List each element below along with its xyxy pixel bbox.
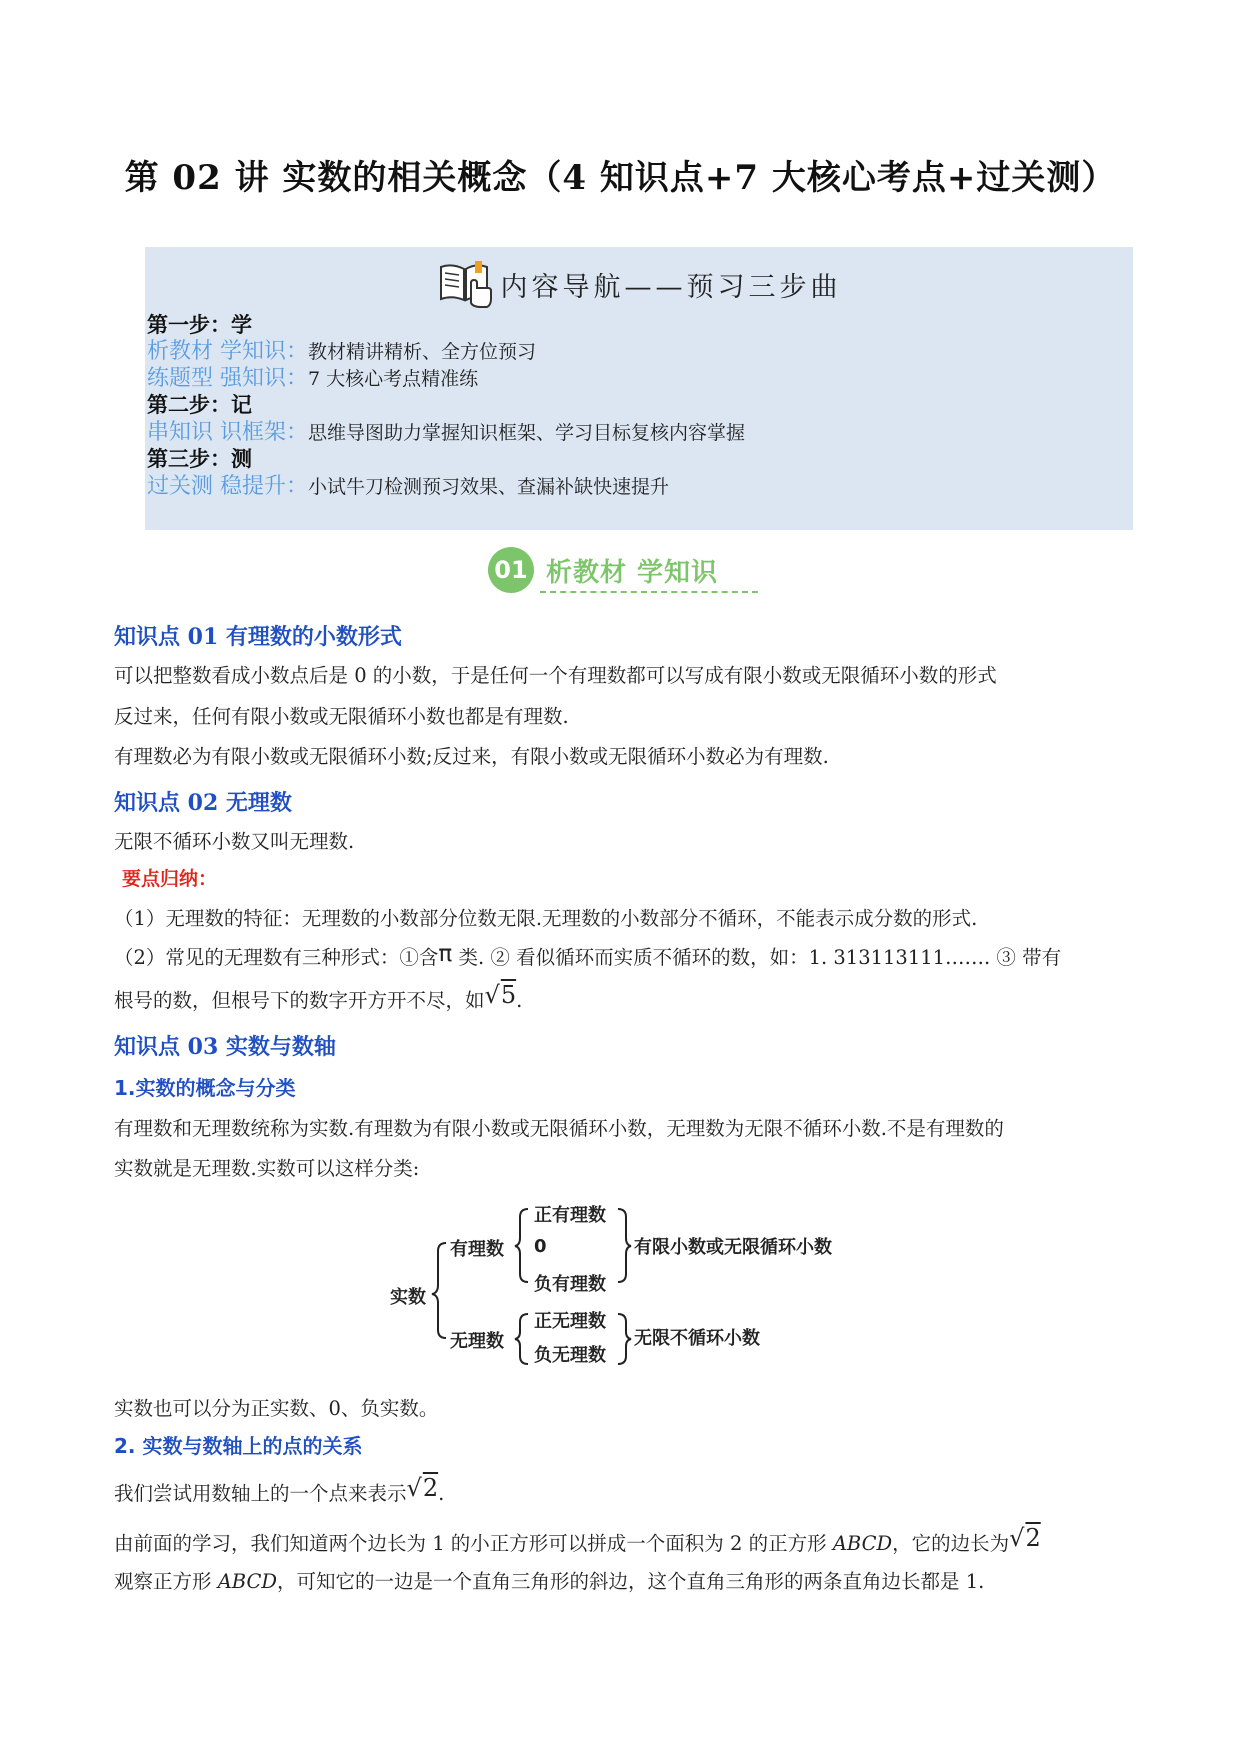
page-title: 第 02 讲 实数的相关概念（4 知识点+7 大核心考点+过关测）: [124, 158, 1117, 198]
tree-rational-desc: 有限小数或无限循环小数: [634, 1237, 832, 1258]
brace-irrational: [515, 1314, 528, 1364]
sqrt-five: √5: [484, 981, 517, 1009]
nav-row3-desc: 思维导图助力掌握知识框架、学习目标复核内容掌握: [308, 422, 746, 444]
kp1-line1: 可以把整数看成小数点后是 0 的小数，于是任何一个有理数都可以写成有限小数或无限循环小数的形式: [114, 664, 997, 687]
step-three-label: 第三步：测: [147, 446, 252, 471]
abcd-label: ABCD: [832, 1532, 893, 1555]
tree-irrational: 无理数: [450, 1331, 504, 1352]
kp2-item2d: .: [516, 989, 523, 1012]
kp3-para1: 有理数和无理数统称为实数.有理数为有限小数或无限循环小数，无理数为无限不循环小数.不是有理数的: [114, 1117, 1004, 1140]
nav-row2-desc: 7 大核心考点精准练: [308, 368, 479, 390]
kp2-heading: 知识点 02 无理数: [114, 790, 292, 816]
kp1-line3: 有理数必为有限小数或无限循环小数;反过来，有限小数或无限循环小数必为有理数.: [114, 745, 829, 768]
kp3-sq-b: ，它的边长为: [892, 1532, 1010, 1555]
nav-row2-label: 练题型 强知识：: [147, 366, 308, 391]
nav-row3-label: 串知识 识框架：: [147, 420, 308, 445]
kp1-heading: 知识点 01 有理数的小数形式: [114, 624, 402, 650]
kp2-item2a: （2）常见的无理数有三种形式：①含: [114, 946, 439, 969]
step-one-label: 第一步：学: [147, 312, 252, 337]
kp3-sub1: 1.实数的概念与分类: [114, 1076, 296, 1100]
kp3-sq-a: 由前面的学习，我们知道两个边长为 1 的小正方形可以拼成一个面积为 2 的正方形: [114, 1532, 833, 1555]
nav-row4-label: 过关测 稳提升：: [147, 474, 308, 499]
brace-root: [432, 1243, 446, 1338]
kp2-line1: 无限不循环小数又叫无理数.: [114, 830, 355, 853]
sqrt-two-side-radicand: 2: [1025, 1524, 1041, 1552]
kp3-sub2: 2. 实数与数轴上的点的关系: [114, 1434, 363, 1458]
section-label: 析教材 学知识: [546, 557, 719, 588]
tree-neg-rational: 负有理数: [534, 1274, 606, 1295]
tree-irrational-desc: 无限不循环小数: [634, 1328, 760, 1349]
kp3-try-b: .: [438, 1482, 445, 1505]
kp3-try: [114, 1474, 445, 1506]
nav-row1-desc: 教材精讲精析、全方位预习: [308, 341, 537, 363]
kp3-obs-b: ，可知它的一边是一个直角三角形的斜边，这个直角三角形的两条直角边长都是 1.: [277, 1570, 985, 1593]
abcd-label-2: ABCD: [217, 1570, 278, 1593]
brace-rational: [515, 1209, 528, 1282]
kp2-item1: （1）无理数的特征：无理数的小数部分位数无限.无理数的小数部分不循环，不能表示成分数的形式.: [114, 907, 978, 930]
brace-rational-right: [618, 1209, 631, 1282]
sqrt-two: √2: [406, 1474, 439, 1502]
kp3-observe: [114, 1566, 984, 1594]
kp3-para2: 实数就是无理数.实数可以这样分类:: [114, 1157, 420, 1180]
step-two-label: 第二步：记: [147, 392, 252, 417]
kp3-also: 实数也可以分为正实数、0、负实数。: [114, 1397, 439, 1420]
brace-irrational-right: [618, 1314, 631, 1364]
tree-rational: 有理数: [450, 1239, 504, 1260]
pi-symbol: π: [438, 941, 453, 967]
tree-root: 实数: [390, 1287, 426, 1308]
kp1-line2: 反过来，任何有限小数或无限循环小数也都是有理数.: [114, 705, 569, 728]
kp3-heading: 知识点 03 实数与数轴: [114, 1034, 336, 1060]
sqrt-two-side: √2: [1009, 1524, 1041, 1552]
tree-pos-rational: 正有理数: [534, 1205, 606, 1226]
kp2-item2c: 根号的数，但根号下的数字开方开不尽，如: [114, 989, 485, 1012]
tree-neg-irrational: 负无理数: [534, 1345, 606, 1366]
nav-heading: 内容导航——预习三步曲: [500, 271, 842, 303]
nav-row1-label: 析教材 学知识：: [147, 339, 308, 364]
kp3-obs-a: 观察正方形: [114, 1570, 218, 1593]
sqrt-two-radicand: 2: [422, 1474, 439, 1502]
kp2-item2b: 类. ② 看似循环而实质不循环的数，如：1. 313113111……. ③ 带有: [452, 946, 1062, 969]
key-points-label: 要点归纳：: [122, 868, 218, 890]
kp3-square: [114, 1524, 1041, 1556]
nav-row4-desc: 小试牛刀检测预习效果、查漏补缺快速提升: [308, 476, 670, 498]
kp3-try-a: 我们尝试用数轴上的一个点来表示: [114, 1482, 407, 1505]
sqrt-five-radicand: 5: [500, 981, 517, 1009]
tree-zero: 0: [534, 1236, 547, 1257]
tree-pos-irrational: 正无理数: [534, 1311, 606, 1332]
section-number-badge: 01: [488, 547, 534, 593]
